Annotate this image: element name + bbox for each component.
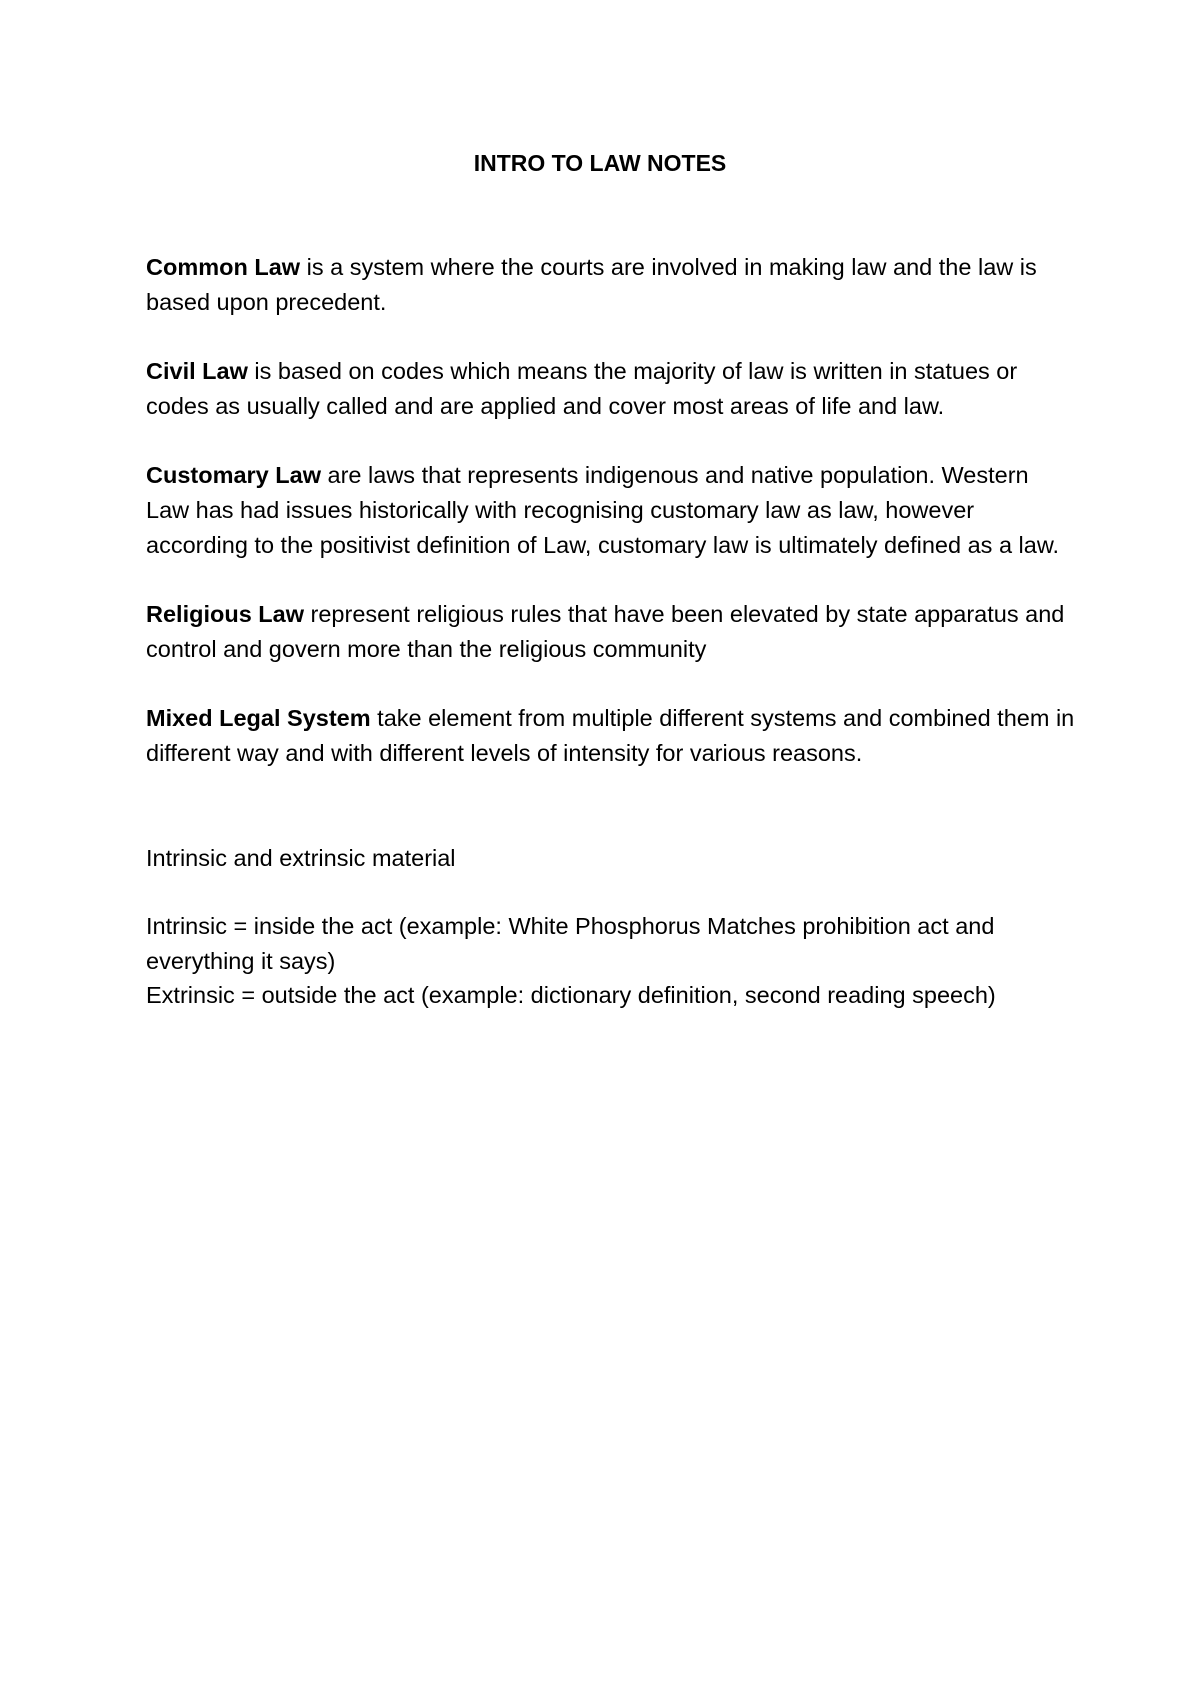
definition-term: Customary Law (146, 462, 321, 489)
definition-civil-law (146, 354, 1076, 423)
definition-text: is a system where the courts are involved in making law and the law is based upon precedent. (146, 254, 1037, 315)
definition-term: Religious Law (146, 601, 304, 628)
definition-text: are laws that represents indigenous and native population. Western Law has had issues historically with recognising customary law as law, however according to the positivist definition of Law, customary law is ultimately defined as a law. (146, 462, 1060, 558)
definition-mixed-legal-system (146, 701, 1076, 770)
definition-customary-law (146, 458, 1076, 562)
intrinsic-line: Intrinsic = inside the act (example: White Phosphorus Matches prohibition act and everything it says) (146, 913, 995, 974)
document-body (146, 250, 1076, 1013)
definition-religious-law (146, 597, 1076, 666)
definition-text: take element from multiple different systems and combined them in different way and with different levels of intensity for various reasons. (146, 705, 1075, 766)
definition-term: Common Law (146, 254, 301, 280)
document-title: INTRO TO LAW NOTES (473, 150, 727, 176)
definition-text: represent religious rules that have been elevated by state apparatus and control and govern more than the religious community (146, 601, 1065, 662)
definition-common-law (146, 250, 1076, 319)
definition-term: Civil Law (146, 358, 248, 385)
definition-text: is based on codes which means the majority of law is written in statues or codes as usually called and are applied and cover most areas of life and law. (146, 358, 1018, 419)
material-heading: Intrinsic and extrinsic material (146, 844, 456, 871)
definition-term: Mixed Legal System (146, 705, 371, 732)
extrinsic-line: Extrinsic = outside the act (example: dictionary definition, second reading speech) (146, 982, 996, 1009)
